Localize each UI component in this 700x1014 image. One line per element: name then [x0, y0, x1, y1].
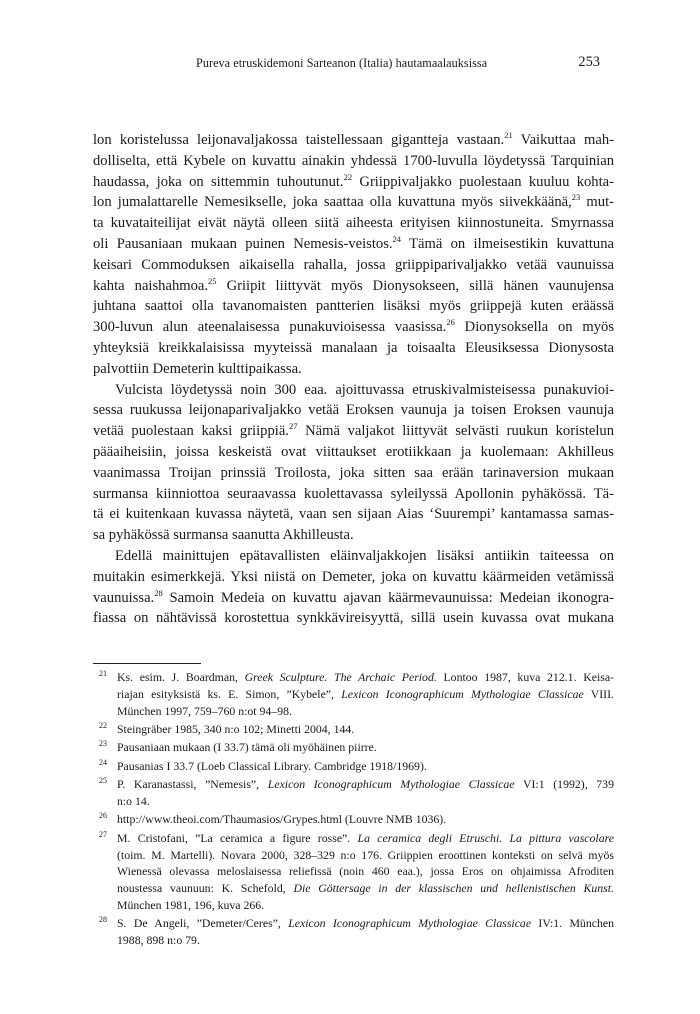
text-run: ta kuvataiteilijat eivät näytä olleen siitä aiheesta erityisen kiinnostuneita. Smyrnassa: [93, 215, 614, 232]
body-line: [93, 588, 614, 609]
text-run: surmansa kiinniottoa seuraavassa kuolettavassa syleilyssä Apollonin pyhäkössä. Tä-: [93, 485, 614, 502]
text-run: palvottiin Demeterin kulttipaikassa.: [93, 360, 302, 377]
body-line: [93, 546, 614, 567]
page-number: 253: [578, 54, 600, 70]
text-run: vaunuissa.: [93, 589, 155, 606]
footnote-line: [93, 932, 614, 949]
body-line: [93, 296, 614, 317]
footnote-number: 27: [99, 829, 107, 839]
body-line: [93, 525, 614, 546]
body-line: [93, 380, 614, 401]
body-line: [93, 421, 614, 442]
text-run: juhtana saattoi olla tavanomaisten pantterien lisäksi myös griippejä kuten eräässä: [93, 298, 614, 315]
text-run: oli Pausaniaan mukaan puinen Nemesis-veistos.: [93, 235, 393, 252]
footnote-reference: 27: [288, 421, 298, 432]
text-run: http://www.theoi.com/Thaumasios/Grypes.html (Louvre NMB 1036).: [117, 812, 447, 827]
text-run: keisari Commoduksen aikaisella rahalla, jossa griippiparivaljakko vetää vaunuissa: [93, 256, 614, 273]
body-line: [93, 130, 614, 151]
footnote-number: 22: [99, 720, 107, 730]
body-line: [93, 234, 614, 255]
text-run: sessa ruukussa leijonaparivaljakko vetää Eroksen vaunuja ja toisen Eroksen vaunuja: [93, 402, 614, 419]
footnote-reference: 23: [571, 192, 581, 203]
body-line: [93, 317, 614, 338]
text-run: München 1997, 759–760 n:ot 94–98.: [117, 703, 292, 718]
text-run: kahta naishahmoa.: [93, 277, 209, 294]
footnote-line: [93, 897, 614, 914]
text-run: Steingräber 1985, 340 n:o 102; Minetti 2004, 144.: [117, 721, 355, 736]
footnotes: [93, 669, 614, 949]
text-run: (toim. M. Martelli). Novara 2000, 328–329 n:o 176. Griippien eroottinen konteksti on selvä myös: [117, 847, 614, 862]
running-title: Pureva etruskidemoni Sarteanon (Italia) hautamaalauksissa: [196, 56, 488, 70]
footnote-number: 24: [99, 757, 107, 767]
footnote-line-first: [93, 915, 614, 932]
body-line: [93, 484, 614, 505]
text-run: noustessa vaunuun: K. Schefold,: [117, 881, 294, 896]
text-run: muitakin esimerkkejä. Yksi niistä on Demeter, joka on kuvattu käärmeiden vetämissä: [93, 568, 614, 585]
text-run: S. De Angeli, ”Demeter/Ceres”,: [117, 916, 289, 931]
text-run: mut-: [580, 194, 614, 211]
footnote-reference: 26: [446, 317, 455, 328]
body-text: [93, 130, 614, 629]
text-run: tä ei kuitenkaan kuvassa näytetä, vaan sen sijaan Aias ‘Suurempi’ kantamassa samas-: [93, 506, 614, 523]
text-run: sa pyhäkössä surmansa saanutta Akhilleusta.: [93, 527, 354, 544]
italic-title: Greek Sculpture. The Archaic Period.: [244, 670, 437, 684]
body-line: [93, 172, 614, 193]
body-line: [93, 359, 614, 380]
footnote-line-first: [93, 739, 614, 756]
text-run: Vaikuttaa mah-: [512, 132, 614, 148]
text-run: Lontoo 1987, kuva 212.1. Keisa-: [436, 670, 614, 684]
footnote-line-first: [93, 669, 614, 686]
footnote-number: 23: [99, 739, 107, 749]
footnote-separator: [93, 663, 201, 664]
text-run: Edellä mainittujen epätavallisten eläinvaljakkojen lisäksi antiikin taiteessa on: [115, 547, 614, 564]
text-run: IV:1. München: [531, 916, 614, 931]
text-run: Vulcista löydetyssä noin 300 eaa. ajoittuvassa etruskivalmisteisessa punakuvioi-: [115, 381, 614, 398]
footnote-line: [93, 686, 614, 703]
text-run: Pausaniaan mukaan (I 33.7) tämä oli myöhäinen piirre.: [117, 740, 377, 755]
text-run: yhteyksiä kreikkalaisissa myyteissä manalaan ja toisaalta Eleusiksessa Dionysosta: [93, 339, 614, 356]
footnote-line-first: [93, 758, 614, 775]
footnote-line-first: [93, 830, 614, 847]
text-run: Griipit liittyvät myös Dionysokseen, sillä hänen vaunujensa: [216, 277, 614, 294]
body-line: [93, 338, 614, 359]
text-run: fiassa on nähtävissä korostettua synkkävireisyyttä, sillä usein kuvassa ovat mukana: [93, 610, 614, 627]
footnote-line-first: [93, 776, 614, 793]
footnote-reference: 24: [392, 234, 402, 245]
text-run: haudassa, joka on sittemmin tuhoutunut.: [93, 173, 344, 190]
body-line: [93, 608, 614, 629]
text-run: pääaiheisiin, joissa keskeistä ovat viittaukset erotiikkaan ja kuolemaan: Akhilleus: [93, 443, 614, 460]
footnote-reference: 22: [343, 171, 353, 182]
body-line: [93, 151, 614, 172]
footnote-line: [93, 847, 614, 864]
footnote-line: [93, 863, 614, 880]
body-line: [93, 192, 614, 213]
footnote-line: [93, 703, 614, 720]
footnote-line: [93, 793, 614, 810]
text-run: 1988, 898 n:o 79.: [117, 933, 200, 948]
text-run: Wienessä olevassa meloslaisessa reliefissä (noin 460 eaa.), jossa Eros on ohjaimissa Afroditen: [117, 864, 614, 879]
text-run: vaanimassa Troijan prinssiä Troilosta, joka sitten saa erään tarinaversion mukaan: [93, 464, 614, 481]
footnote-line: [93, 880, 614, 897]
text-run: Ks. esim. J. Boardman,: [117, 670, 245, 684]
text-run: Tämä on ilmeisestikin kuvattuna: [401, 235, 614, 252]
text-run: München 1981, 196, kuva 266.: [117, 897, 265, 912]
body-line: [93, 276, 614, 297]
text-run: dolliselta, että Kybele on kuvattu ainakin yhdessä 1700-luvulla löydetyssä Tarquinian: [93, 152, 614, 169]
italic-title: La ceramica degli Etruschi. La pittura vascolare: [357, 830, 614, 845]
text-run: lon koristelussa leijonavaljakossa taistellessaan gigantteja vastaan.: [93, 132, 505, 148]
body-line: [93, 567, 614, 588]
text-run: VIII.: [583, 686, 614, 701]
text-run: n:o 14.: [117, 793, 150, 808]
body-line: [93, 400, 614, 421]
footnote-line-first: [93, 811, 614, 828]
text-run: P. Karanastassi, ”Nemesis”,: [117, 777, 268, 792]
footnote-reference: 25: [208, 275, 217, 286]
footnote-line-first: [93, 721, 614, 738]
footnote-number: 28: [99, 915, 107, 925]
text-run: Griippivaljakko puolestaan kuuluu kohta-: [352, 173, 614, 190]
footnote-number: 25: [99, 776, 107, 786]
italic-title: Lexicon Iconographicum Mythologiae Classicae: [341, 686, 584, 701]
running-head: [120, 54, 600, 72]
text-run: lon jumalattarelle Nemesikselle, joka saattaa olla kuvattuna myös siivekkäänä,: [93, 194, 572, 211]
text-run: Pausanias I 33.7 (Loeb Classical Library. Cambridge 1918/1969).: [117, 758, 427, 773]
text-run: 300-luvun alun ateenalaisessa punakuvioisessa vaasissa.: [93, 319, 447, 336]
footnote-number: 21: [99, 669, 107, 678]
text-run: Samoin Medeia on kuvattu ajavan käärmevaunuissa: Medeian ikonogra-: [162, 589, 614, 606]
italic-title: Die Göttersage in der klassischen und hellenistischen Kunst.: [293, 881, 614, 896]
body-line: [93, 442, 614, 463]
footnote-reference: 28: [154, 587, 163, 598]
body-line: [93, 504, 614, 525]
italic-title: Lexicon Iconographicum Mythologiae Classicae: [288, 916, 532, 931]
italic-title: Lexicon Iconographicum Mythologiae Classicae: [267, 777, 515, 792]
body-line: [93, 255, 614, 276]
body-line: [93, 213, 614, 234]
text-run: Dionysoksella on myös: [454, 319, 614, 336]
text-run: VI:1 (1992), 739: [514, 777, 614, 792]
text-run: riajan esityksistä ks. E. Simon, ”Kybele”,: [117, 686, 342, 701]
footnote-reference: 21: [504, 130, 513, 141]
body-line: [93, 463, 614, 484]
text-run: Nämä valjakot liittyvät selvästi ruukun koristelun: [297, 423, 615, 440]
text-run: vetää puolestaan kaksi griippiä.: [93, 423, 289, 440]
text-run: M. Cristofani, ”La ceramica a figure rosse”.: [117, 830, 358, 845]
footnote-number: 26: [99, 811, 107, 821]
